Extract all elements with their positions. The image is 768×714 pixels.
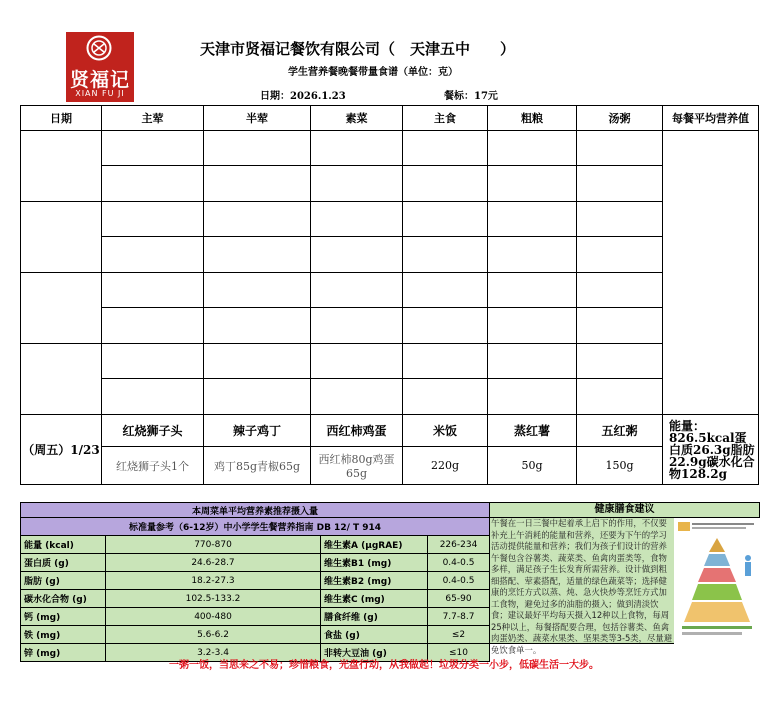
dish-soup: 五红粥 <box>577 415 663 447</box>
dish-coarse-grain: 蒸红薯 <box>488 415 577 447</box>
nutrient-label: 碳水化合物 (g) <box>21 590 106 608</box>
nutrient-standard-row <box>21 518 490 536</box>
menu-header-row <box>21 106 759 131</box>
nutrient-section-title-row <box>21 503 490 518</box>
menu-table <box>20 105 759 485</box>
col-header-vegetable: 素菜 <box>311 106 403 131</box>
nutrient-row <box>21 572 490 590</box>
nutrient-value: 102.5-133.2 <box>106 590 321 608</box>
nutrient-label: 锌 (mg) <box>21 644 106 662</box>
nutrient-label: 非转大豆油 (g) <box>321 644 428 662</box>
health-advice-panel <box>489 502 760 655</box>
amount-main-meat: 红烧狮子头1个 <box>102 447 204 485</box>
nutrient-value: 3.2-3.4 <box>106 644 321 662</box>
nutrient-row <box>21 554 490 572</box>
nutrient-value: 770-870 <box>106 536 321 554</box>
dish-row <box>21 415 759 447</box>
meal-standard: 餐标：17元 <box>444 91 498 102</box>
nutrient-value: 0.4-0.5 <box>428 554 490 572</box>
nutrient-table <box>20 502 490 662</box>
empty-row <box>21 237 759 273</box>
dish-half-meat: 辣子鸡丁 <box>204 415 311 447</box>
food-pyramid-icon <box>674 518 760 644</box>
nutrient-value: 400-480 <box>106 608 321 626</box>
empty-row <box>21 202 759 237</box>
logo-en-text: XIAN FU JI <box>75 89 125 98</box>
nutrient-label: 膳食纤维 (g) <box>321 608 428 626</box>
logo-emblem-icon <box>86 35 112 61</box>
empty-row <box>21 273 759 308</box>
nutrient-label: 维生素B1 (mg) <box>321 554 428 572</box>
amount-half-meat: 鸡丁85g青椒65g <box>204 447 311 485</box>
health-advice-text: 午餐在一日三餐中起着承上启下的作用，不仅要补充上午消耗的能量和营养，还要为下午的学习活动提供能量和营养；我们为孩子们设计的营养午餐包含谷薯类、蔬菜类、鱼禽肉蛋类等，食物多样，满足孩子生长发育所需营养。设计做到粗细搭配、荤素搭配，适量的绿色蔬菜等；选择健康的烹饪方式以蒸、炖、急火快炒等烹饪方式加工食物，避免过多的油脂的摄入；做到清淡饮食；建议最好平均每天摄入12种以上食物，每周25种以上，每餐搭配要合理，包括谷薯类、鱼禽肉蛋奶类、蔬菜水果类、坚果类等3-5类，尽量避免饮食单一。 <box>491 518 673 655</box>
nutrient-label: 食盐 (g) <box>321 626 428 644</box>
empty-row <box>21 131 759 166</box>
col-header-main-meat: 主荤 <box>102 106 204 131</box>
nutrient-label: 维生素C (mg) <box>321 590 428 608</box>
day-label: （周五）1/23 <box>21 415 102 485</box>
amount-staple: 220g <box>403 447 488 485</box>
col-header-half-meat: 半荤 <box>204 106 311 131</box>
nutrient-row <box>21 590 490 608</box>
nutrient-value: ≤10 <box>428 644 490 662</box>
empty-row <box>21 344 759 379</box>
nutrient-section-title: 本周菜单平均营养素推荐摄入量 <box>21 503 490 518</box>
empty-row <box>21 308 759 344</box>
dish-staple: 米饭 <box>403 415 488 447</box>
amount-soup: 150g <box>577 447 663 485</box>
page-title: 天津市贤福记餐饮有限公司（ 天津五中 ） <box>200 40 516 58</box>
nutrient-row <box>21 626 490 644</box>
menu-date: 日期：2026.1.23 <box>260 91 346 102</box>
amount-coarse-grain: 50g <box>488 447 577 485</box>
nutrient-value: 7.7-8.7 <box>428 608 490 626</box>
nutrient-label: 钙 (mg) <box>21 608 106 626</box>
nutrient-value: ≤2 <box>428 626 490 644</box>
health-advice-title: 健康膳食建议 <box>490 503 759 518</box>
nutrient-value: 18.2-27.3 <box>106 572 321 590</box>
col-header-nutrition: 每餐平均营养值 <box>663 106 759 131</box>
dish-main-meat: 红烧狮子头 <box>102 415 204 447</box>
col-header-date: 日期 <box>21 106 102 131</box>
nutrient-label: 蛋白质 (g) <box>21 554 106 572</box>
nutrient-value: 65-90 <box>428 590 490 608</box>
col-header-coarse-grain: 粗粮 <box>488 106 577 131</box>
company-logo <box>66 32 134 102</box>
empty-row <box>21 166 759 202</box>
amount-vegetable: 西红柿80g鸡蛋65g <box>311 447 403 485</box>
nutrient-row <box>21 536 490 554</box>
col-header-soup: 汤粥 <box>577 106 663 131</box>
nutrient-label: 铁 (mg) <box>21 626 106 644</box>
nutrient-value: 0.4-0.5 <box>428 572 490 590</box>
nutrient-label: 维生素B2 (mg) <box>321 572 428 590</box>
empty-row <box>21 379 759 415</box>
nutrient-value: 5.6-6.2 <box>106 626 321 644</box>
nutrient-row <box>21 608 490 626</box>
nutrition-summary: 能量：826.5kcal蛋白质26.3g脂肪22.9g碳水化合物128.2g <box>663 415 759 485</box>
nutrient-label: 脂肪 (g) <box>21 572 106 590</box>
nutrient-label: 能量 (kcal) <box>21 536 106 554</box>
nutrient-value: 24.6-28.7 <box>106 554 321 572</box>
nutrient-label: 维生素A (μgRAE) <box>321 536 428 554</box>
nutrient-value: 226-234 <box>428 536 490 554</box>
logo-cn-text: 贤福记 <box>69 69 130 91</box>
dish-vegetable: 西红柿鸡蛋 <box>311 415 403 447</box>
footer-slogan: 一粥一饭，当思来之不易；珍惜粮食，光盘行动，从我做起！垃圾分类一小步，低碳生活一大步。 <box>169 660 599 671</box>
nutrient-standard-ref: 标准量参考（6-12岁）中小学学生餐营养指南 DB 12/ T 914 <box>21 518 490 536</box>
col-header-staple: 主食 <box>403 106 488 131</box>
page-subtitle: 学生营养餐晚餐带量食谱（单位：克） <box>288 67 458 78</box>
amount-row <box>21 447 759 485</box>
